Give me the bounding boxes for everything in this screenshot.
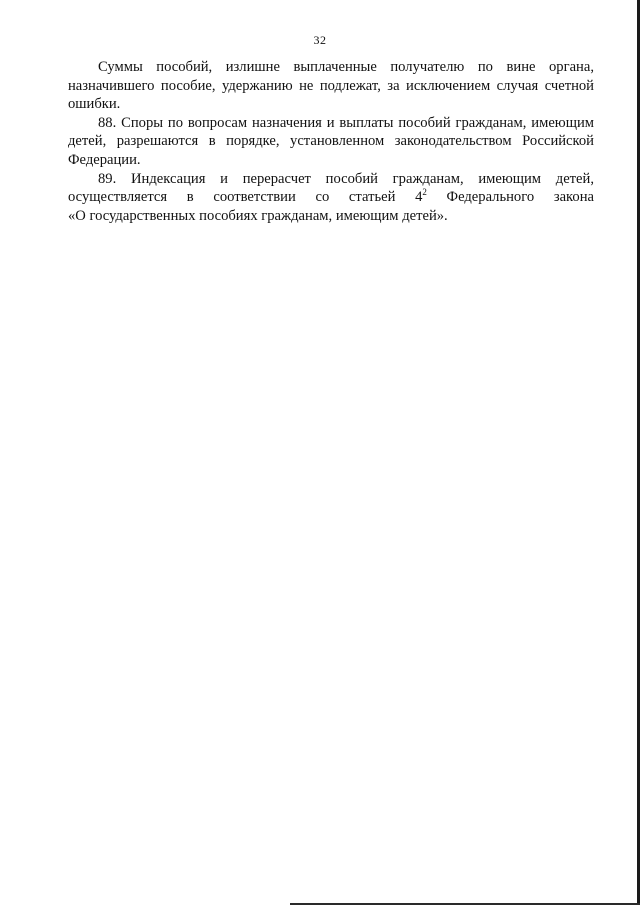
text-line: Федерации. xyxy=(68,151,141,168)
text-line: назначившего пособие, удержанию не подлежат, за исключением случая счетной xyxy=(68,77,594,94)
text-line: 89. Индексация и перерасчет пособий гражданам, имеющим детей, xyxy=(98,170,594,187)
text-fragment: Федерального закона xyxy=(426,189,594,206)
text-line: Суммы пособий, излишне выплаченные получателю по вине органа, xyxy=(98,59,594,75)
superscript: 2 xyxy=(422,187,427,198)
text-line: 88. Споры по вопросам назначения и выплаты пособий гражданам, имеющим xyxy=(98,114,594,131)
document-body xyxy=(68,58,594,225)
page-number: 32 xyxy=(313,33,327,47)
text-line-with-superscript xyxy=(68,188,594,207)
paragraph xyxy=(68,170,594,226)
text-line: ошибки. xyxy=(68,96,121,113)
paragraph xyxy=(68,58,594,114)
text-line: «О государственных пособиях гражданам, имеющим детей». xyxy=(68,207,448,224)
text-line: детей, разрешаются в порядке, установленном законодательством Российской xyxy=(68,133,594,150)
paragraph xyxy=(68,114,594,170)
text-fragment: осуществляется в соответствии со статьей 4 xyxy=(68,189,423,206)
